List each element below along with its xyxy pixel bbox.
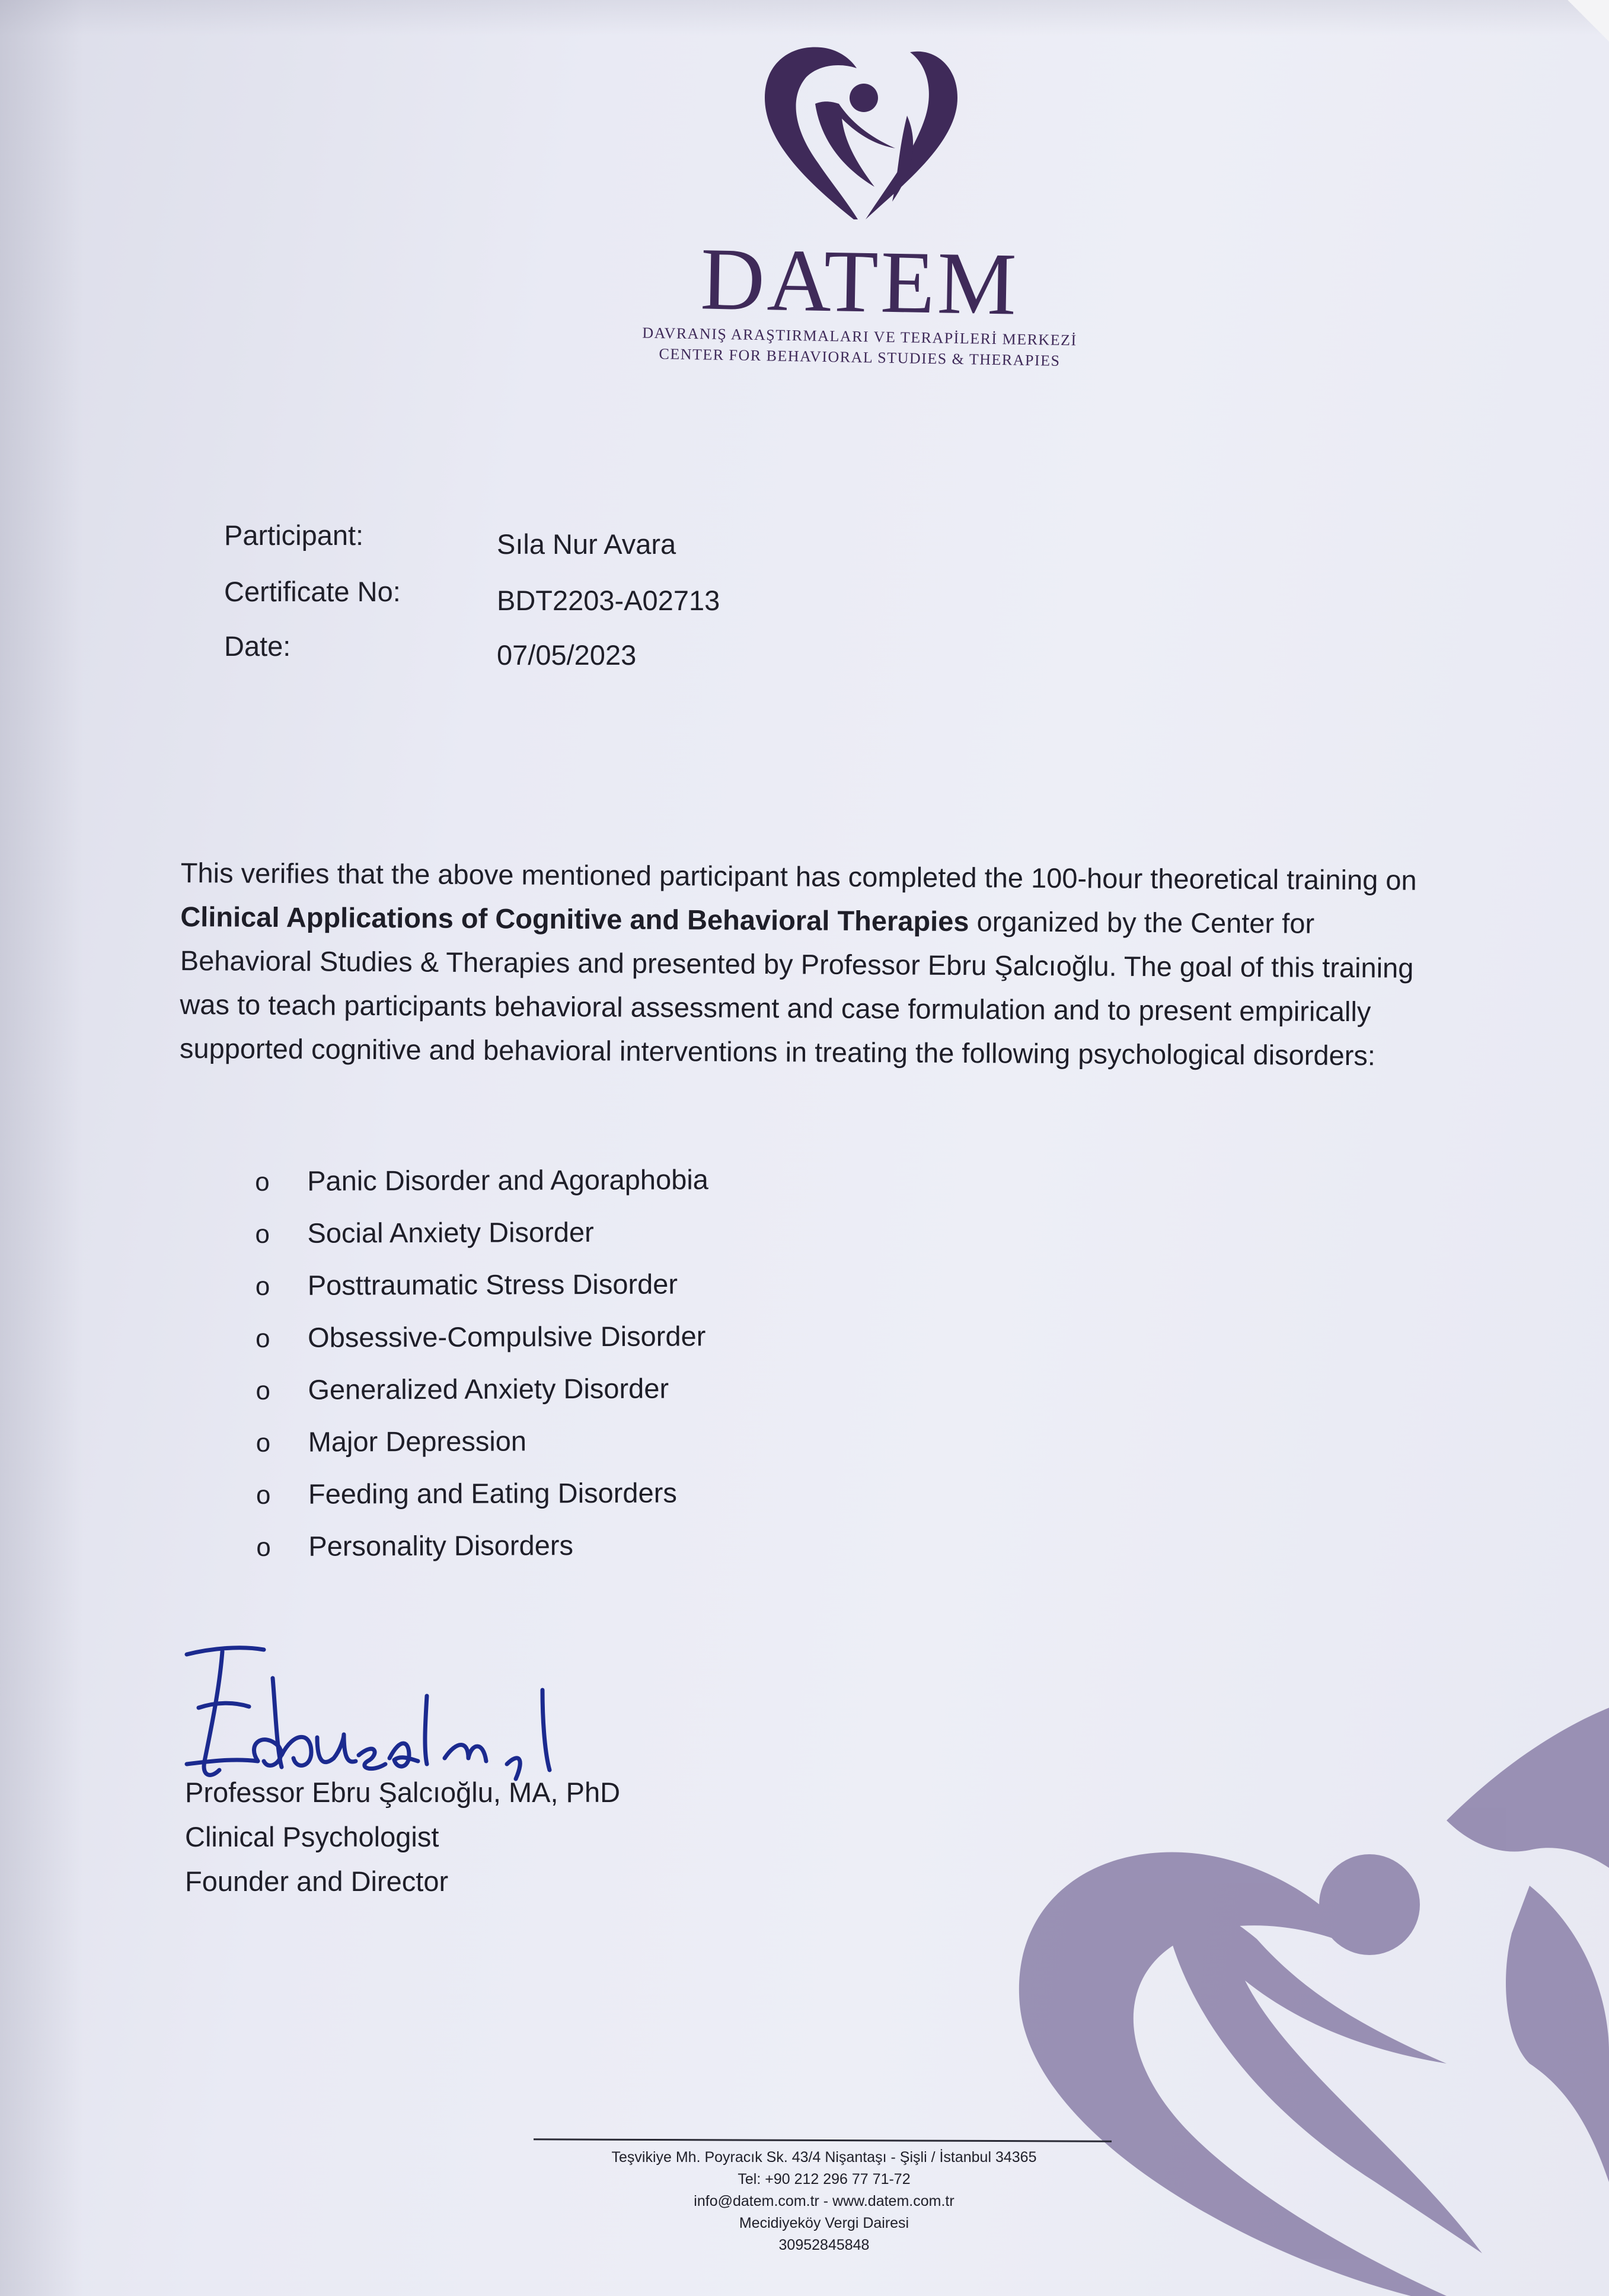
list-item-label: Obsessive-Compulsive Disorder	[307, 1320, 706, 1353]
brand-subtitle-turkish: DAVRANIŞ ARAŞTIRMALARI VE TERAPİLERİ MERKEZİ	[642, 324, 1077, 349]
list-item-label: Personality Disorders	[308, 1529, 574, 1562]
list-item-label: Generalized Anxiety Disorder	[308, 1372, 669, 1405]
bullet: o	[256, 1428, 271, 1458]
list-item	[256, 1362, 709, 1416]
brand-name: DATEM	[700, 229, 1020, 334]
signatory-name: Professor Ebru Şalcıoğlu, MA, PhD	[185, 1777, 621, 1808]
bullet: o	[256, 1480, 271, 1510]
paragraph-intro: This verifies that the above mentioned participant has completed the 100-hour theoretical training on	[180, 856, 1417, 896]
bullet: o	[255, 1219, 270, 1249]
list-item	[255, 1153, 708, 1207]
footer-tax-office: Mecidiyeköy Vergi Dairesi	[739, 2215, 909, 2231]
certificate-number-value: BDT2203-A02713	[497, 585, 720, 616]
list-item	[256, 1519, 710, 1573]
date-value: 07/05/2023	[497, 639, 637, 671]
list-item	[255, 1206, 708, 1259]
list-item-label: Feeding and Eating Disorders	[308, 1477, 677, 1510]
disorder-list	[255, 1153, 710, 1573]
list-item-label: Panic Disorder and Agoraphobia	[307, 1163, 708, 1197]
footer-tax-number: 30952845848	[778, 2237, 870, 2253]
list-item	[256, 1466, 710, 1520]
list-item	[256, 1310, 709, 1364]
verification-paragraph	[180, 851, 1426, 1078]
page-shadow-left	[0, 0, 83, 2296]
signatory-block	[185, 1770, 620, 1903]
certificate-number-label: Certificate No:	[224, 576, 401, 607]
signatory-title: Clinical Psychologist	[185, 1821, 439, 1852]
list-item-label: Posttraumatic Stress Disorder	[307, 1268, 678, 1301]
course-title: Clinical Applications of Cognitive and Behavioral Therapies	[180, 900, 969, 937]
participant-label: Participant:	[224, 519, 364, 551]
paragraph-outro: organized by the Center for Behavioral Studies & Therapies and presented by Professor Ebru Şalcıoğlu. The goal of this training was to teach participants behavioral assessment and case formulation and to present empirically supported cognitive and behavioral interventions in treating the following psychological disorders:	[179, 905, 1414, 1072]
footer-contact	[522, 2147, 1126, 2256]
list-item-label: Major Depression	[308, 1425, 527, 1458]
footer-email-web: info@datem.com.tr - www.datem.com.tr	[694, 2193, 954, 2209]
list-item	[256, 1258, 709, 1312]
page-corner	[1568, 0, 1609, 42]
bullet: o	[255, 1324, 270, 1353]
bullet: o	[255, 1271, 270, 1301]
bullet: o	[256, 1532, 271, 1562]
signatory-role: Founder and Director	[185, 1866, 449, 1897]
page-shadow-top	[0, 0, 1609, 36]
list-item-label: Social Anxiety Disorder	[307, 1216, 594, 1249]
participant-value: Sıla Nur Avara	[497, 528, 676, 560]
list-item	[256, 1414, 710, 1468]
bullet: o	[255, 1167, 270, 1197]
bullet: o	[256, 1376, 270, 1405]
footer-phone: Tel: +90 212 296 77 71-72	[738, 2171, 911, 2187]
brand-subtitle-english: CENTER FOR BEHAVIORAL STUDIES & THERAPIES	[659, 345, 1061, 369]
datem-logo-icon	[756, 42, 966, 225]
date-label: Date:	[224, 630, 291, 662]
footer-address: Teşvikiye Mh. Poyracık Sk. 43/4 Nişantaşı - Şişli / İstanbul 34365	[611, 2149, 1037, 2166]
